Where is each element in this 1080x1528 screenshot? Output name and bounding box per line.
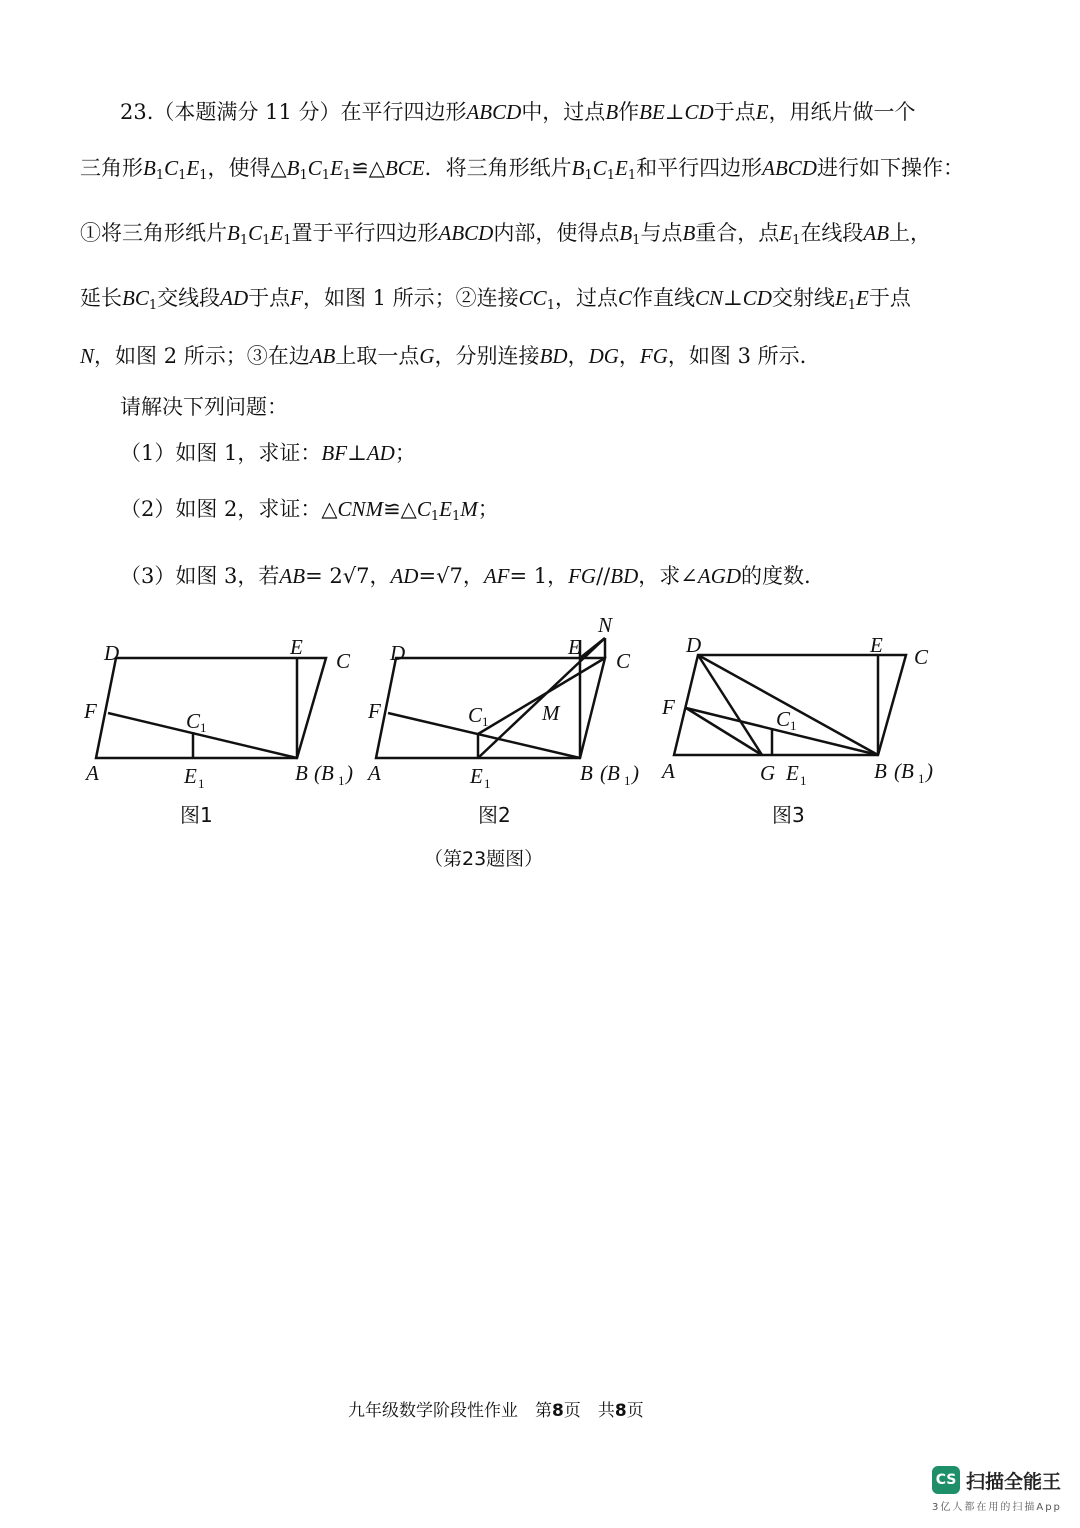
text: 于点 [868, 286, 911, 310]
question-line-5 [80, 341, 806, 371]
label-c: C [336, 649, 351, 673]
segment-fg [686, 708, 762, 755]
text: 延长 [80, 286, 122, 310]
subscript: 1 [321, 168, 331, 183]
math: C [416, 497, 431, 521]
label-b1-sub: 1 [338, 773, 345, 788]
math: B [286, 156, 300, 180]
question-line-1 [120, 97, 916, 127]
parallelogram-1 [96, 658, 326, 758]
math: E [856, 286, 869, 310]
part-3 [120, 561, 811, 591]
text: 中，过点 [521, 100, 606, 124]
parallelogram-2 [376, 658, 605, 758]
math: BC [122, 286, 149, 310]
subscript: 1 [342, 168, 352, 183]
text: ； [394, 441, 416, 465]
math: B [571, 156, 585, 180]
text: 与点 [640, 221, 683, 245]
label-e1: E [470, 764, 483, 788]
figures-group-caption: （第23题图） [424, 848, 544, 870]
text: ； [477, 497, 499, 521]
math: FG [568, 564, 597, 588]
subscript: 1 [299, 168, 308, 183]
math: G [419, 344, 435, 368]
math: E [615, 156, 628, 180]
label-c: C [616, 649, 631, 673]
text: （1）如图 1，求证： [120, 441, 322, 465]
text: 和平行四边形 [636, 156, 763, 180]
math: CC [518, 286, 547, 310]
text: ⊥ [347, 441, 367, 465]
label-e1-sub: 1 [484, 776, 491, 791]
math: DG [588, 344, 619, 368]
subscript: 1 [148, 298, 158, 313]
text: ，求∠ [638, 564, 698, 588]
text: 上取一点 [335, 344, 420, 368]
text: 交线段 [157, 286, 221, 310]
math: C [592, 156, 607, 180]
prompt-line [120, 392, 288, 422]
math: AD [390, 564, 419, 588]
text: 置于平行四边形 [291, 221, 439, 245]
subscript: 1 [430, 509, 440, 524]
figures-svg [0, 600, 1080, 830]
subscript: 1 [199, 168, 208, 183]
math: B [227, 221, 240, 245]
math: E [834, 286, 848, 310]
label-b1-close: ) [632, 761, 639, 785]
math: AD [220, 286, 249, 310]
figure-1 [96, 658, 326, 758]
text: ，使得△ [207, 156, 287, 180]
math: BE [639, 100, 665, 124]
label-b1: (B [600, 761, 620, 785]
math: AB [279, 564, 306, 588]
label-c1: C [468, 703, 483, 727]
math: N [80, 344, 95, 368]
label-d: D [686, 633, 702, 657]
text: ，过点 [554, 286, 618, 310]
text: 作 [618, 100, 640, 124]
label-b: B [580, 761, 593, 785]
text: ，如图 1 所示；②连接 [302, 286, 519, 310]
prompt: 请解决下列问题： [120, 395, 288, 419]
math: BCE [384, 156, 425, 180]
fig1-caption: 图1 [180, 803, 213, 827]
text: √7 [342, 564, 370, 588]
math: AD [366, 441, 395, 465]
math: F [290, 286, 303, 310]
subscript: 1 [155, 168, 165, 183]
label-e: E [568, 635, 581, 659]
math: B [605, 100, 619, 124]
label-e: E [870, 633, 883, 657]
subscript: 1 [584, 168, 593, 183]
label-b1: (B [314, 761, 334, 785]
label-a: A [368, 761, 381, 785]
math: E [270, 221, 284, 245]
text: = [418, 564, 437, 588]
math: C [617, 286, 632, 310]
footer-text: 页 [626, 1401, 644, 1421]
label-a: A [86, 761, 99, 785]
question-number: 23. [120, 100, 154, 124]
label-f: F [368, 699, 381, 723]
label-e1: E [184, 764, 197, 788]
text: ≌△ [383, 497, 417, 521]
text: ，如图 2 所示；③在边 [94, 344, 310, 368]
text: ⊥ [664, 100, 685, 124]
fig2-caption: 图2 [478, 803, 511, 827]
math: CN [694, 286, 723, 310]
text: ，用纸片做一个 [768, 100, 916, 124]
question-line-2 [80, 153, 964, 191]
label-b1-sub: 1 [624, 773, 631, 788]
subscript: 1 [546, 298, 555, 313]
text: = 1， [509, 564, 569, 588]
subscript: 1 [178, 168, 187, 183]
text: 于点 [713, 100, 756, 124]
label-n: N [598, 613, 613, 637]
text: 交射线 [771, 286, 835, 310]
label-c1-sub: 1 [790, 718, 797, 733]
figure-3 [674, 655, 906, 755]
math: AB [309, 344, 336, 368]
label-b: B [874, 759, 887, 783]
math: B [619, 221, 633, 245]
text: = 2 [305, 564, 343, 588]
label-c1: C [186, 709, 201, 733]
math: CNM [337, 497, 384, 521]
label-e: E [290, 635, 303, 659]
math: B [682, 221, 696, 245]
math: CD [684, 100, 714, 124]
segment-en [580, 638, 605, 658]
brand-tagline: 3亿人都在用的扫描App [932, 1502, 1062, 1513]
label-c1: C [776, 707, 791, 731]
segment-dg [698, 655, 762, 755]
text: ， [369, 564, 391, 588]
subscript: 1 [632, 233, 641, 248]
math: C [248, 221, 263, 245]
footer-text: 页 共 [563, 1401, 615, 1421]
text: 三角形 [80, 156, 143, 180]
text: ， [567, 344, 589, 368]
text: ，如图 3 所示. [667, 344, 807, 368]
label-m: M [542, 701, 560, 725]
text: 的度数. [741, 564, 811, 588]
question-points: （本题满分 11 分） [153, 100, 341, 124]
part-2 [120, 494, 499, 532]
label-c1-sub: 1 [200, 720, 207, 735]
math: AGD [697, 564, 742, 588]
math: CD [742, 286, 772, 310]
subscript: 1 [283, 233, 292, 248]
label-e1: E [786, 761, 799, 785]
label-d: D [390, 641, 406, 665]
text: 于点 [248, 286, 291, 310]
label-e1-sub: 1 [800, 773, 807, 788]
subscript: 1 [627, 168, 637, 183]
label-b1: (B [894, 759, 914, 783]
text: 作直线 [631, 286, 695, 310]
label-c: C [914, 645, 929, 669]
math: B [143, 156, 156, 180]
question-line-4 [80, 283, 911, 321]
subscript: 1 [847, 298, 857, 313]
camscanner-logo-icon: CS [932, 1466, 960, 1494]
text: 在平行四边形 [340, 100, 467, 124]
math: E [439, 497, 452, 521]
math: ABCD [438, 221, 494, 245]
footer-text: 九年级数学阶段性作业 第 [348, 1401, 552, 1421]
page-total: 8 [614, 1401, 627, 1421]
part-1 [120, 438, 416, 468]
text: ， [462, 564, 484, 588]
text: 重合，点 [695, 221, 780, 245]
math: ABCD [466, 100, 522, 124]
label-f: F [662, 695, 675, 719]
segment-bd [698, 655, 878, 755]
label-f: F [84, 699, 97, 723]
page-number: 8 [552, 1401, 564, 1421]
scanner-watermark [930, 1466, 1070, 1516]
subscript: 1 [239, 233, 249, 248]
label-d: D [104, 641, 120, 665]
math: C [307, 156, 322, 180]
label-b1-close: ) [926, 759, 933, 783]
math: E [330, 156, 343, 180]
text: ≌△ [351, 156, 385, 180]
text: ， [618, 344, 640, 368]
text: ．将三角形纸片 [424, 156, 572, 180]
text: （3）如图 3，若 [120, 564, 280, 588]
text: 在线段 [800, 221, 864, 245]
label-b1-sub: 1 [918, 771, 925, 786]
math: E [779, 221, 793, 245]
text: 上， [889, 221, 932, 245]
math: FG [639, 344, 668, 368]
math: ABCD [762, 156, 817, 180]
label-b: B [295, 761, 308, 785]
math: BD [539, 344, 568, 368]
text: ⊥ [723, 286, 743, 310]
text: 进行如下操作： [816, 156, 964, 180]
text: ①将三角形纸片 [80, 221, 227, 245]
subscript: 1 [792, 233, 801, 248]
label-g: G [760, 761, 776, 785]
math: C [164, 156, 179, 180]
math: BF [321, 441, 348, 465]
label-e1-sub: 1 [198, 776, 205, 791]
subscript: 1 [606, 168, 616, 183]
page-footer [348, 1396, 644, 1421]
math: AF [483, 564, 510, 588]
segment-e1n [478, 638, 605, 758]
question-line-3 [80, 218, 931, 256]
label-c1-sub: 1 [482, 714, 489, 729]
text: 内部，使得点 [493, 221, 620, 245]
brand-name: 扫描全能王 [966, 1471, 1062, 1493]
math: AB [863, 221, 890, 245]
math: M [460, 497, 478, 521]
subscript: 1 [262, 233, 271, 248]
math: E [755, 100, 769, 124]
subscript: 1 [451, 509, 461, 524]
text: √7 [436, 564, 463, 588]
fig3-caption: 图3 [772, 803, 805, 827]
text: （2）如图 2，求证：△ [120, 497, 338, 521]
text: ，分别连接 [434, 344, 540, 368]
math: BD [610, 564, 639, 588]
label-a: A [662, 759, 675, 783]
text: // [596, 564, 611, 588]
label-b1-close: ) [346, 761, 353, 785]
math: E [186, 156, 200, 180]
